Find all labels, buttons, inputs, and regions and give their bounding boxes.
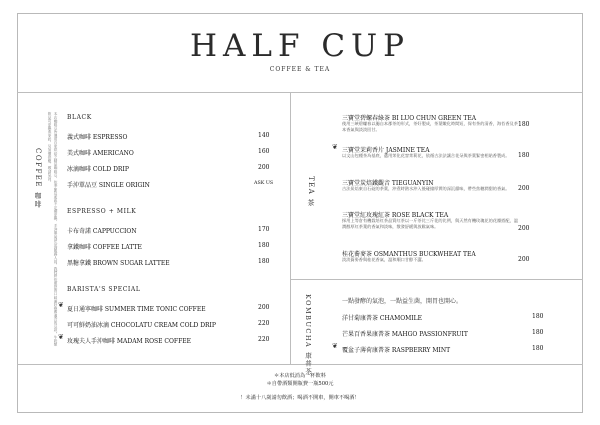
price-cold-drip: 200: [258, 164, 270, 171]
footer-min-order: ＊本店低消為一杯飲料: [274, 373, 326, 379]
menu-item-cold-drip: 冰滴咖啡 COLD DRIP: [67, 166, 129, 173]
menu-item-cappuccino: 卡布奇諾 CAPPUCCION: [67, 228, 137, 235]
menu-item-green-tea: 三寶堂碧螺春綠茶 BI LUO CHUN GREEN TEA: [342, 115, 477, 122]
price-espresso: 140: [258, 132, 270, 139]
coffee-tea-divider: [290, 92, 291, 364]
price-single-origin: ASK US: [254, 181, 274, 186]
price-cappuccino: 170: [258, 226, 270, 233]
section-title-black: BLACK: [67, 114, 92, 121]
menu-item-brown-sugar-latte: 黑糖拿鐵 BROWN SUGAR LATTEE: [67, 260, 170, 267]
kombucha-vertical-label: KOMBUCHA 康普茶: [304, 294, 312, 376]
price-green-tea: 180: [518, 121, 530, 128]
menu-item-jasmine-tea: 三寶堂茉莉香片 JASMINE TEA: [342, 147, 430, 154]
coffee-vertical-label: COFFEE 咖啡: [34, 148, 42, 209]
price-madam-rose: 220: [258, 336, 270, 343]
price-chocolatu-cold-drip: 220: [258, 320, 270, 327]
section-title-special: BARISTA'S SPECIAL: [67, 286, 141, 293]
brand-tagline: COFFEE & TEA: [269, 66, 331, 73]
menu-item-raspberry-mint: 覆盆子薄荷康普茶 RASPBERRY MINT: [342, 347, 451, 354]
header-divider: [17, 92, 583, 93]
menu-item-rose-black-tea: 三寶堂紅玫瑰紅茶 ROSE BLACK TEA: [342, 212, 449, 219]
desc-jasmine-tea: 以文山包種茶為基底，選用茉化花窨茉莉花，依循古法法讓合花朵與茶葉緊密相貼香製成。: [342, 153, 510, 158]
coffee-vertical-note: 本店咖啡豆皆選用自家烘焙之精品咖啡豆，依季節及產區不定期更換，手沖單品請洽詢服務人員，我們將依照您的口味偏好推薦適合的豆款。牛奶類飲品可更換燕麥奶，另加價供應，敬請見諒。: [48, 112, 58, 346]
price-tonic-coffee: 200: [258, 304, 270, 311]
price-rose-black-tea: 200: [518, 225, 530, 232]
desc-rose-black-tea: 採用上等倉有機栽培紅茶品質紅茶以一斤茶比三斤花的比例，與天然有機玫瑰花的花瓣搭配，溫潤醇厚紅茶葉的香氣和淡味，散發舒緩與放鬆氣味。: [342, 218, 518, 229]
menu-item-madam-rose: 玫瑰夫人手沖咖啡 MADAM ROSE COFFEE: [67, 338, 192, 345]
desc-green-tea: 使用三峽碧螺春以獨自本郡茶的形式，茶好製成，茶葉嫩化時間短，保有茶的清香，海苔香及茶本香氣與淡淡回甘。: [342, 121, 518, 132]
desc-osmanthus-tea: 淡淡蕎麥香與桂花香氣，溫和順口甘醇不澀。: [342, 257, 426, 262]
tea-vertical-label: TEA 茶: [307, 176, 315, 208]
brand-title: HALF CUP: [189, 28, 411, 64]
menu-item-espresso: 義式咖啡 ESPRESSO: [67, 134, 128, 141]
menu-item-tieguanyin: 三寶堂炭焙鐵觀音 TIEGUANYIN: [342, 180, 434, 187]
price-jasmine-tea: 180: [518, 152, 530, 159]
leaf-icon: ❦: [58, 301, 64, 309]
kombucha-intro: 一點發酵的氣泡，一點益生菌，開胃也開心。: [342, 298, 463, 305]
price-mango-passionfruit: 180: [532, 329, 544, 336]
price-latte: 180: [258, 242, 270, 249]
menu-item-latte: 拿鐵咖啡 COFFEE LATTE: [67, 244, 142, 251]
tea-kombucha-divider: [290, 279, 583, 280]
section-title-milk: ESPRESSO + MILK: [67, 208, 137, 215]
footer-divider: [17, 364, 583, 365]
price-chamomile: 180: [532, 313, 544, 320]
menu-item-chamomile: 洋甘菊康普茶 CHAMOMILE: [342, 315, 423, 322]
menu-item-mango-passionfruit: 芒果百香果康普茶 MAHGO PASSIONFRUIT: [342, 331, 468, 338]
price-raspberry-mint: 180: [532, 345, 544, 352]
footer-corkage: ＊自帶酒類開瓶費一瓶500元: [266, 381, 334, 387]
desc-tieguanyin: 古法炭焙東自石碇的茶葉，沖煮時熱水沖入後碰撞厚實的深沉韻味，帶些焦糖潤甜的香氣。: [342, 186, 510, 191]
menu-item-osmanthus-tea: 桂花蕎麥茶 OSMANTHUS BUCKWHEAT TEA: [342, 251, 476, 258]
menu-item-americano: 美式咖啡 AMERICANO: [67, 150, 134, 157]
leaf-icon: ❦: [58, 333, 64, 341]
price-tieguanyin: 200: [518, 185, 530, 192]
price-americano: 160: [258, 148, 270, 155]
menu-item-tonic-coffee: 夏日通寧咖啡 SUMMER TIME TONIC COFFEE: [67, 306, 206, 313]
menu-item-chocolatu-cold-drip: 可可鮮奶油冰滴 CHOCOLATU CREAM COLD DRIP: [67, 322, 216, 329]
footer-alcohol-warning: ！未滿十八歲請勿飲酒；喝酒不開車，開車不喝酒！: [240, 395, 360, 401]
leaf-icon: ❦: [332, 143, 338, 151]
price-brown-sugar-latte: 180: [258, 258, 270, 265]
menu-item-single-origin: 手沖單品豆 SINGLE ORIGIN: [67, 182, 150, 189]
price-osmanthus-tea: 200: [518, 256, 530, 263]
leaf-icon: ❦: [332, 342, 338, 350]
